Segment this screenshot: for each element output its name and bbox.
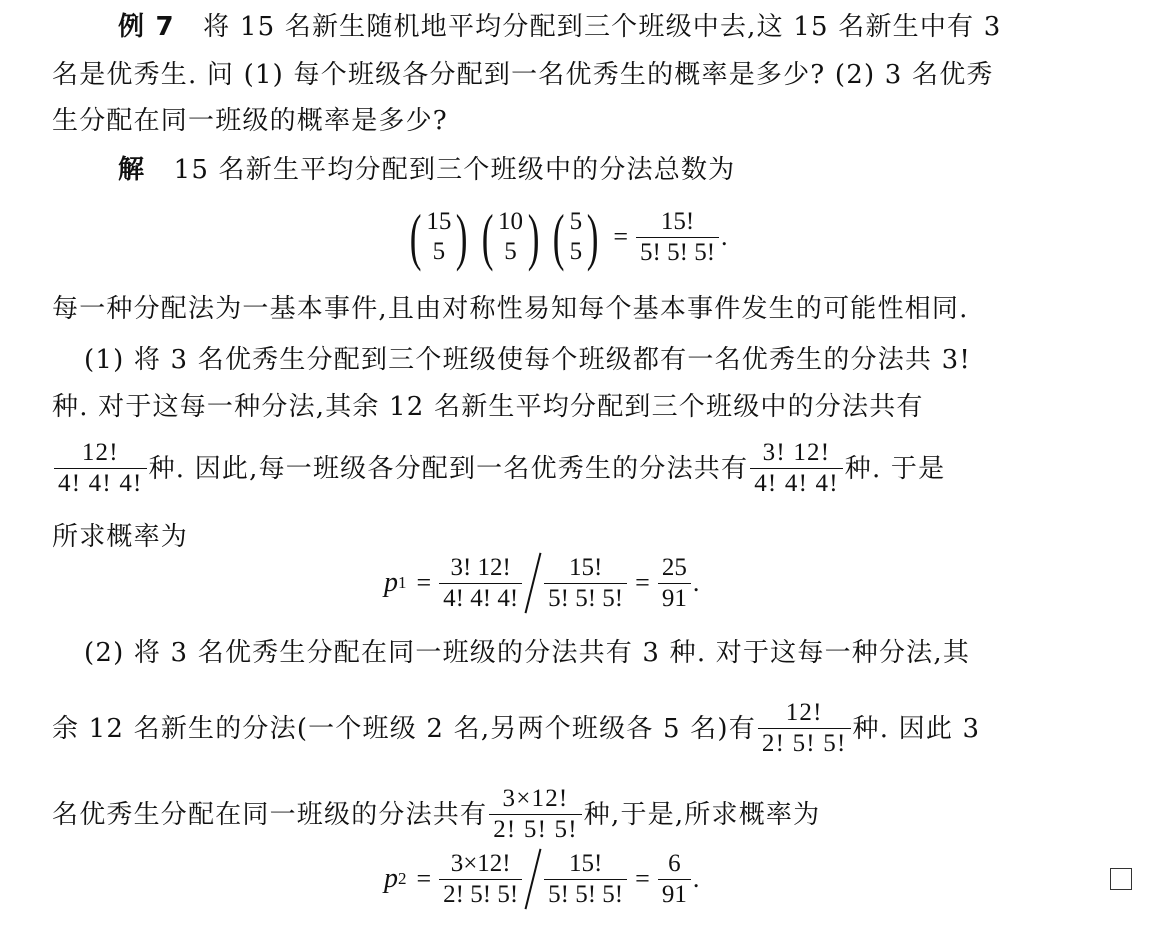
solution-intro: 15 名新生平均分配到三个班级中的分法总数为 [173,155,736,185]
result-25-91: $\frac{25}{91}$ [658,555,691,612]
part1-line1: (1) 将 3 名优秀生分配到三个班级使每个班级都有一名优秀生的分法共 3! [84,345,972,375]
part1-line3: $\frac{12!}{4! 4! 4!}$ 种. 因此,每一班级各分配到一名优秀生的分法共有 $\frac{3! 12!}{4! 4! 4!}$ 种. 于是 [52,440,945,497]
example-heading-line [118,12,1001,42]
part1-line4: 所求概率为 [52,522,189,552]
binomial-5-5: ( 5 5 ) [553,201,599,272]
example-label: 例 7 [118,12,175,42]
solution-intro-line [118,155,735,185]
problem-text-3: 生分配在同一班级的概率是多少? [52,106,448,136]
problem-text-2: 名是优秀生. 问 (1) 每个班级各分配到一名优秀生的概率是多少? (2) 3 名优秀 [52,60,994,90]
part2-line2: 余 12 名新生的分法(一个班级 2 名,另两个班级各 5 名)有 $\frac{12!}{2! 5! 5!}$ 种. 因此 3 [52,699,981,757]
fraction-3-12-over-4s: $\frac{3! 12!}{4! 4! 4!}$ [750,440,843,497]
binomial-15-5: ( 15 5 ) [409,201,468,272]
division-slash [525,849,542,910]
fraction-12-over-4s: $\frac{12!}{4! 4! 4!}$ [54,440,147,497]
qed-box-icon [1110,868,1132,890]
part1-line2: 种. 对于这每一种分法,其余 12 名新生平均分配到三个班级中的分法共有 [52,392,924,422]
equation-p2: p 2 = $\frac{3\times 12!}{2! 5! 5!}$ $\frac{15!}{5! 5! 5!}$ = $\frac{6}{91}$ . [384,849,700,908]
equation-p1: p 1 = $\frac{3! 12!}{4! 4! 4!}$ $\frac{15!}{5! 5! 5!}$ = $\frac{25}{91}$ . [384,553,700,612]
result-6-91: $\frac{6}{91}$ [658,851,691,908]
division-slash [525,553,542,614]
problem-text-1: 将 15 名新生随机地平均分配到三个班级中去,这 15 名新生中有 3 [203,12,1002,42]
fraction-15-fact: $\frac{15!}{5! 5! 5!}$ [636,209,719,266]
part2-line1: (2) 将 3 名优秀生分配在同一班级的分法共有 3 种. 对于这每一种分法,其 [84,638,971,668]
binomial-10-5: ( 10 5 ) [481,201,540,272]
part2-line3: 名优秀生分配在同一班级的分法共有 $\frac{3\times 12!}{2! 5! 5!}$ 种,于是,所求概率为 [52,785,821,843]
symmetry-statement: 每一种分配法为一基本事件,且由对称性易知每个基本事件发生的可能性相同. [52,294,969,324]
fraction-3x12-over-2-5-5: $\frac{3\times 12!}{2! 5! 5!}$ [489,786,582,843]
fraction-12-over-2-5-5: $\frac{12!}{2! 5! 5!}$ [758,700,851,757]
equation-total-ways: ( 15 5 ) ( 10 5 ) ( 5 5 ) = $\frac{15!}{5! 5! 5!}$ . [405,205,728,269]
solution-label: 解 [118,155,146,185]
